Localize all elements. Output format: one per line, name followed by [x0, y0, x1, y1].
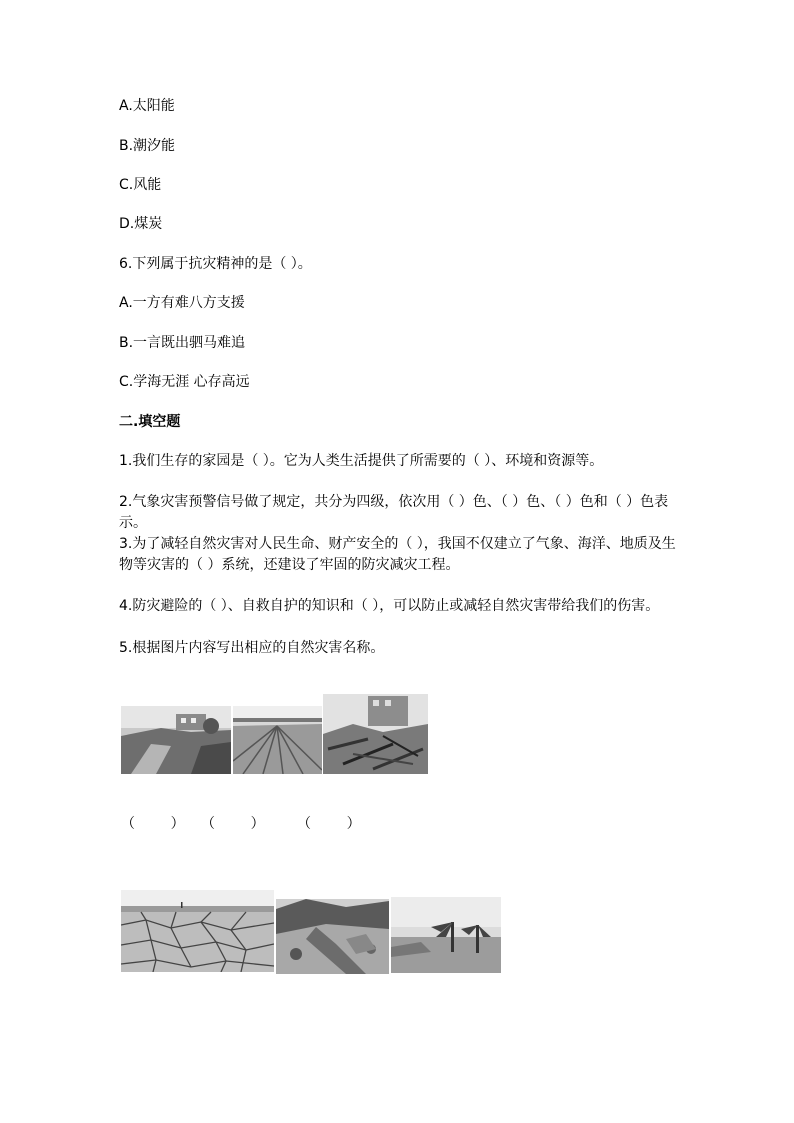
fill-q2: 2.气象灾害预警信号做了规定，共分为四级，依次用（ ）色、（ ）色、（ ）色和（ ）色表示。: [119, 494, 669, 531]
q5-option-c: C.风能: [119, 177, 162, 193]
answer-blank-3: （ ）: [297, 816, 361, 832]
landslide-photo: [276, 899, 389, 974]
answer-blank-2: （ ）: [201, 816, 265, 832]
fill-q3: 3.为了减轻自然灾害对人民生命、财产安全的（ ），我国不仅建立了气象、海洋、地质及生物等灾害的（ ）系统，还建设了牢固的防灾减灾工程。: [119, 536, 676, 573]
flooded-field-photo: [233, 706, 322, 774]
fill-q4: 4.防灾避险的（ ）、自救自护的知识和（ ），可以防止或减轻自然灾害带给我们的伤害。: [119, 598, 660, 614]
q5-option-d: D.煤炭: [119, 216, 163, 232]
earthquake-ruins-photo: [323, 694, 428, 774]
q6-option-c: C.学海无涯 心存高远: [119, 374, 250, 390]
q6-option-b: B.一言既出驷马难追: [119, 335, 246, 351]
fill-q5: 5.根据图片内容写出相应的自然灾害名称。: [119, 640, 385, 656]
fill-q1: 1.我们生存的家园是（ ）。它为人类生活提供了所需要的（ ）、环境和资源等。: [119, 453, 604, 469]
q5-option-a: A.太阳能: [119, 98, 175, 114]
q6-stem: 6.下列属于抗灾精神的是（ ）。: [119, 256, 312, 272]
q5-option-b: B.潮汐能: [119, 138, 176, 154]
q6-option-a: A.一方有难八方支援: [119, 295, 245, 311]
typhoon-photo: [391, 897, 501, 973]
answer-blank-1: （ ）: [121, 816, 185, 832]
section-title: 二.填空题: [119, 414, 181, 430]
flood-photo: [121, 706, 231, 774]
drought-photo: [121, 890, 274, 972]
